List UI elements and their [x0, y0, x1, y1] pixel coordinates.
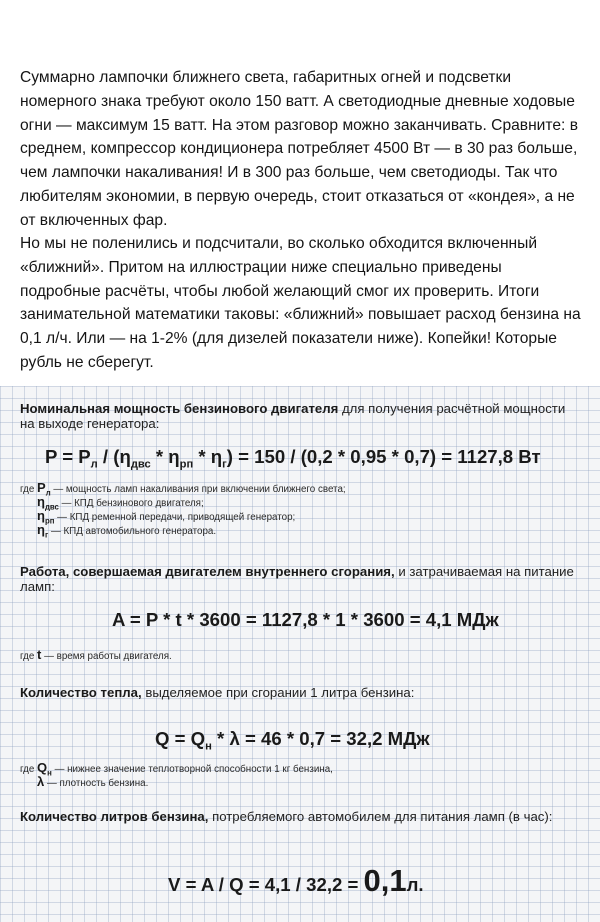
section-4-title-bold: Количество литров бензина,: [20, 809, 209, 824]
power-legend-2: $\eta_{двс}$ — КПД бензинового двигателя;: [37, 494, 204, 512]
heat-formula: $Q = Q_н * \lambda = 46 * 0,7 = 32,2$ МДж: [155, 728, 430, 753]
section-2-title: [20, 564, 580, 594]
work-legend: где t — время работы двигателя.: [20, 647, 172, 662]
power-legend-4: $\eta_г$ — КПД автомобильного генератора.: [37, 522, 217, 540]
volume-formula: V = A / Q = 4,1 / 32,2 = 0,1л.: [168, 863, 424, 898]
section-4-title-rest: потребляемого автомобилем для питания ламп (в час):: [208, 809, 553, 824]
section-1-title-bold: Номинальная мощность бензинового двигателя: [20, 401, 339, 416]
section-3-title: [20, 685, 580, 700]
section-2-title-rest: и затрачиваемая на питание ламп:: [20, 564, 574, 594]
result-value: 0,1: [363, 863, 407, 898]
power-legend-1: где $P_л$ — мощность ламп накаливания при включении ближнего света;: [20, 480, 346, 498]
article-text: [0, 0, 600, 386]
power-legend-3: $\eta_{рп}$ — КПД ременной передачи, приводящей генератор;: [37, 508, 296, 526]
section-3-title-bold: Количество тепла,: [20, 685, 142, 700]
paragraph-1: Суммарно лампочки ближнего света, габаритных огней и подсветки номерного знака требуют около 150 ватт. А светодиодные дневные ходовые огни — максимум 15 ватт. На этом разговор можно заканчивать. Сравните: в среднем, компрессор кондиционера потребляет 4500 Вт — в 30 раз больше, чем лампочки накаливания! И в 300 раз больше, чем светодиоды. Так что любителям экономии, в первую очередь, стоит отказаться от «кондея», а не от включенных фар.: [20, 69, 578, 229]
heat-legend-2: λ — плотность бензина.: [37, 774, 149, 789]
calculation-illustration: [0, 386, 600, 922]
heat-legend-1: где $Q_н$ — нижнее значение теплотворной способности 1 кг бензина,: [20, 760, 333, 778]
paragraph-2: Но мы не поленились и подсчитали, во сколько обходится включенный «ближний». Притом на иллюстрации ниже специально приведены подробные расчёты, чтобы любой желающий смог их проверить. Итоги занимательной математики таковы: «ближний» повышает расход бензина на 0,1 л/ч. Или — на 1-2% (для дизелей показатели ниже). Копейки! Которые рубль не сберегут.: [20, 235, 581, 371]
section-1-title-rest: для получения расчётной мощности на выходе генератора:: [20, 401, 566, 431]
section-3-title-rest: выделяемое при сгорании 1 литра бензина:: [141, 685, 415, 700]
section-1-title: [20, 401, 580, 431]
section-2-title-bold: Работа, совершаемая двигателем внутреннего сгорания,: [20, 564, 395, 579]
section-4-title: [20, 809, 580, 824]
work-formula: A = P * t * 3600 = 1127,8 * 1 * 3600 = 4,1 МДж: [112, 609, 499, 630]
power-formula: $P = P_л / (\eta_{двс} * \eta_{рп} * \eta_г) = 150 / (0,2 * 0,95 * 0,7) = 1127,8$ Вт: [45, 446, 541, 471]
